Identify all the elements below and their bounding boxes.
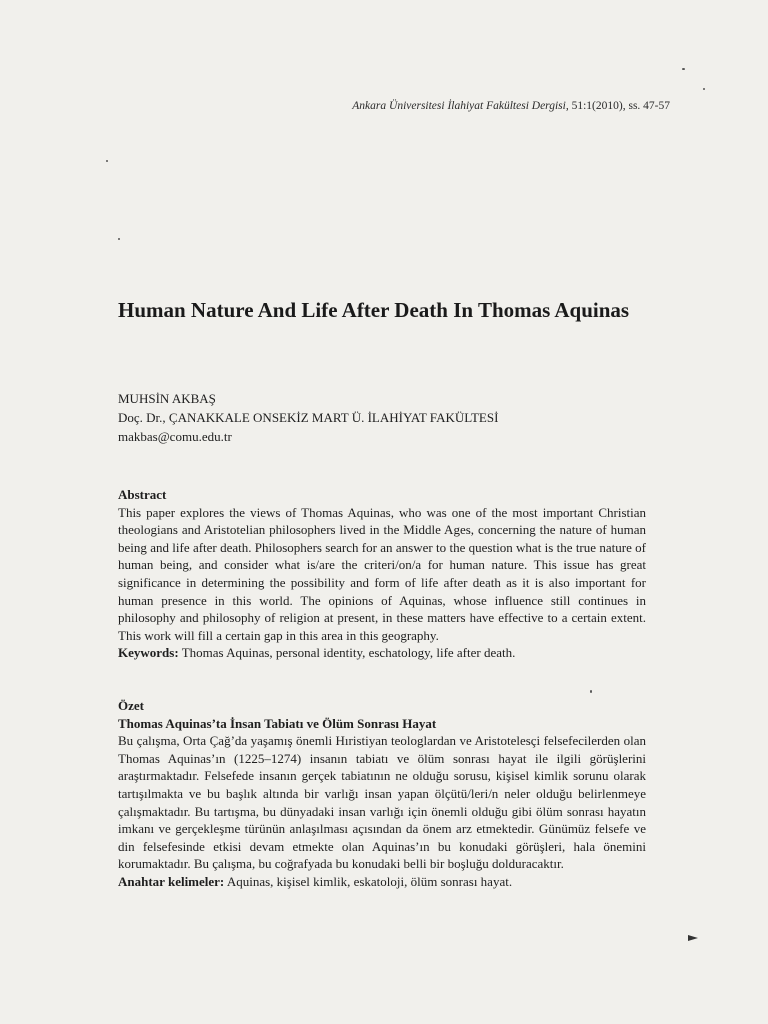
abstract-section xyxy=(118,486,646,662)
ozet-section xyxy=(118,697,646,891)
abstract-body: This paper explores the views of Thomas Aquinas, who was one of the most important Christian theologians and Aristotelian philosophers lived in the Middle Ages, concerning the nature of human being and life after death. Philosophers search for an answer to the question what is the true nature of human being, and consider what is/are the criteri/on/a for human nature. This issue has great significance in determining the possibility and form of life after death as it is also important for human presence in this world. The opinions of Aquinas, whose influence still continues in philosophy and philosophy of religion at present, in these matters have effective to a certain extent. This work will fill a certain gap in this area in this geography. xyxy=(118,504,646,643)
keywords-text: Thomas Aquinas, personal identity, eschatology, life after death. xyxy=(181,645,516,661)
abstract-heading: Abstract xyxy=(118,487,167,502)
scan-speck xyxy=(118,238,120,240)
author-block xyxy=(118,389,678,446)
scan-speck xyxy=(682,68,685,70)
author-name: MUHSİN AKBAŞ xyxy=(118,391,216,406)
author-email: makbas@comu.edu.tr xyxy=(118,429,232,444)
ozet-heading: Özet xyxy=(118,698,144,713)
abstract-keywords xyxy=(118,644,646,662)
paper-title: Human Nature And Life After Death In Thomas Aquinas xyxy=(118,298,630,322)
anahtar-text: Aquinas, kişisel kimlik, eskatoloji, ölüm sonrası hayat. xyxy=(226,873,513,889)
journal-issue: 51:1(2010), ss. 47-57 xyxy=(571,100,670,112)
ozet-keywords xyxy=(118,873,646,891)
ozet-subtitle: Thomas Aquinas’ta İnsan Tabiatı ve Ölüm Sonrası Hayat xyxy=(118,715,437,731)
scan-speck xyxy=(703,88,705,90)
scan-speck xyxy=(106,160,108,162)
scan-arrow-mark xyxy=(688,935,698,941)
scan-speck xyxy=(590,690,592,693)
anahtar-label: Anahtar kelimeler: xyxy=(118,873,225,889)
author-affiliation: Doç. Dr., ÇANAKKALE ONSEKİZ MART Ü. İLAHİYAT FAKÜLTESİ xyxy=(118,410,499,425)
ozet-body: Bu çalışma, Orta Çağ’da yaşamış önemli Hıristiyan teologlardan ve Aristotelesçi felsefecilerden olan Thomas Aquinas’ın (1225–1274) insanın tabiatı ve ölüm sonrası hayat ile ilgili görüşlerini araştırmaktadır. Felsefede insanın gerçek tabiatının ne olduğu sorusu, kişisel kimlik sorunu olarak tartışılmakta ve bu başlık altında bir varlığı insan yapan ölçütü/leri/n neler olduğu belirlenmeye çalışmaktadır. Bu tartışma, bu dünyadaki insan varlığı için önemli olduğu gibi ölüm sonrası hayatın imkanı ve gerçekleşme türünün anlaşılması açısından da önem arz etmektedir. Günümüz felsefe ve din felsefesinde etkisi devam etmekte olan Aquinas’ın bu konudaki görüşleri, hala önemini korumaktadır. Bu çalışma, bu coğrafyada bu konudaki belli bir boşluğu dolduracaktır. xyxy=(118,733,646,872)
keywords-label: Keywords: xyxy=(118,645,179,661)
journal-header xyxy=(250,100,670,112)
journal-name: Ankara Üniversitesi İlahiyat Fakültesi Dergisi, xyxy=(352,100,569,112)
